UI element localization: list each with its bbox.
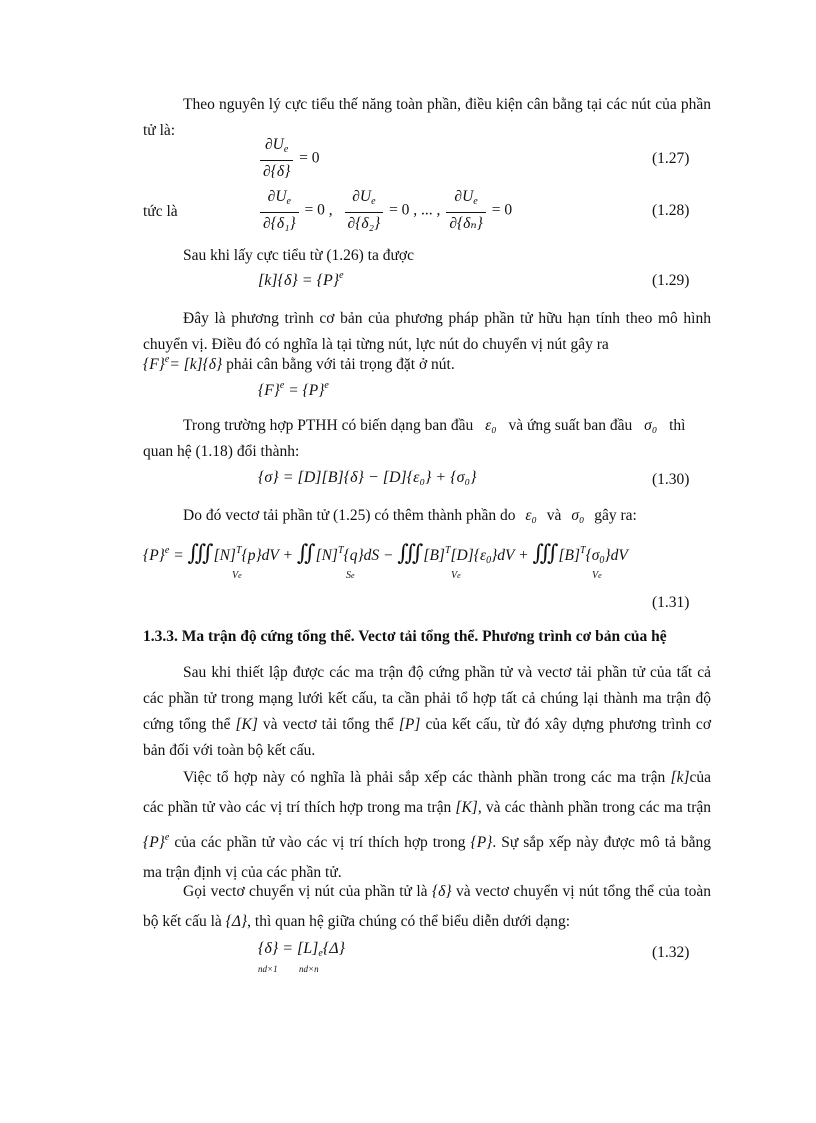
paragraph-initial-strain-cont: quan hệ (1.18) đổi thành: <box>143 443 300 460</box>
paragraph-arrangement: Việc tổ hợp này có nghĩa là phải sắp xếp các thành phần trong các ma trận [k]của các phần tử vào các vị trí thích hợp trong ma trận [K], và các thành phần trong các ma trận $\{P\}^e$ của các phần tử vào các vị trí thích hợp trong {P}. Sự sắp xếp này được mô tả bằng ma trận định vị của các phần tử. <box>143 769 712 881</box>
paragraph-initial-strain: Trong trường hợp PTHH có biến dạng ban đầu ε₀ và ứng suất ban đầu σ₀ thì <box>183 417 686 434</box>
paragraph-fem-basic: Đây là phương trình cơ bản của phương pháp phần tử hữu hạn tính theo mô hình chuyển vị. Điều đó có nghĩa là tại từng nút, lực nút do chuyển vị nút gây ra <box>143 310 711 353</box>
section-heading: 1.3.3. Ma trận độ cứng tổng thể. Vectơ tải tổng thể. Phương trình cơ bản của hệ <box>143 628 667 645</box>
dimension-nd1: nd×1 <box>258 964 278 974</box>
equation-number: (1.32) <box>652 944 690 961</box>
paragraph-displacement: Gọi vectơ chuyển vị nút của phần tử là {δ} và vectơ chuyển vị nút tổng thể của toàn bộ kết cấu là {Δ}, thì quan hệ giữa chúng có thể biểu diễn dưới dạng: <box>143 883 712 930</box>
paragraph-assembly: Sau khi thiết lập được các ma trận độ cứng phần tử và vectơ tải phần tử của tất cả các phần tử trong mạng lưới kết cấu, ta cần phải tổ hợp tất cả chúng lại thành ma trận độ cứng tổng thể [K] và vectơ tải tổng thể [P] của kết cấu, từ đó xây dựng phương trình cơ bản đối với toàn bộ kết cấu. <box>143 664 712 759</box>
paragraph-load-vector: Do đó vectơ tải phần tử (1.25) có thêm thành phần do ε₀ và σ₀ gây ra: <box>183 507 637 524</box>
dimension-ndn: nd×n <box>299 964 319 974</box>
equation-number: (1.27) <box>652 150 690 167</box>
equation-1-32: $\{\delta\} = [L]_e\{\Delta\}$ <box>258 940 346 959</box>
equation-number: (1.28) <box>652 202 690 219</box>
equation-1-30: {σ} = [D][B]{δ} − [D]{ε₀} + {σ₀} <box>258 469 477 486</box>
tuc-la-label: tức là <box>143 203 178 220</box>
equation-force-balance: $\{F\}^e = \{P\}^e$ <box>258 380 329 399</box>
equation-1-27: $\frac{\partial U_e}{\partial\{\delta\}}$ = 0 <box>258 136 320 182</box>
equation-number: (1.31) <box>652 594 690 611</box>
paragraph-equilibrium-intro: Theo nguyên lý cực tiểu thế năng toàn phần, điều kiện cân bằng tại các nút của phần tử là: <box>143 96 711 139</box>
equation-1-29: $[k]\{\delta\} = \{P\}^e$ <box>258 270 344 289</box>
equation-number: (1.29) <box>652 272 690 289</box>
equation-1-31: $\{P\}^e$ = $∭[N]^T\{p\}dV$ + $∬[N]^T\{q\}dS$ − $∭[B]^T[D]\{\varepsilon_0\}dV$ + $∭[B]^T\{\sigma_0\}dV$ <box>143 540 628 566</box>
paragraph-minimum: Sau khi lấy cực tiểu từ (1.26) ta được <box>183 247 414 264</box>
equation-1-28: $\frac{\partial U_e}{\text{∂\{δ₁\}}}$ = 0 , $\frac{\partial U_e}{\text{∂\{δ₂\}}}$ = 0 , ... , $\frac{\partial U_e}{\text{∂\{δₙ\}}}$ = 0 <box>258 188 512 234</box>
force-node-line: $\{F\}^e= [k]\{\delta\}$ phải cân bằng với tải trọng đặt ở nút. <box>143 354 455 373</box>
equation-number: (1.30) <box>652 471 690 488</box>
